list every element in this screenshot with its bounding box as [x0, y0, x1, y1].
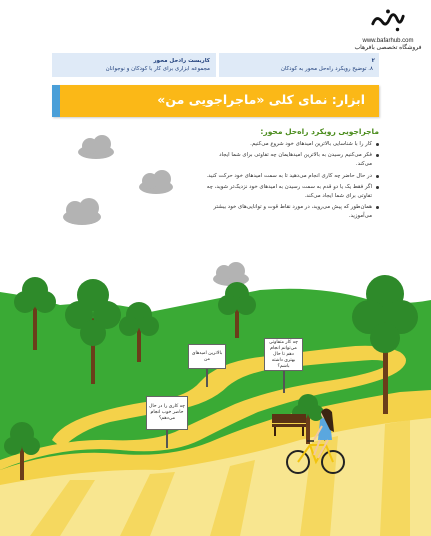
- chapter-subtitle: ۸. توضیح رویکرد راه‌حل محور به کودکان: [280, 66, 373, 72]
- list-item: کار را با شناسایی بالاترین امیدهای خود شروع می‌کنیم.: [206, 140, 380, 149]
- book-subtitle: مجموعه ابزاری برای کار با کودکان و نوجوانان: [105, 66, 210, 72]
- bafarhub-logo[interactable]: [352, 6, 424, 51]
- book-title: کاربست رادحل محور: [153, 58, 210, 64]
- list-item: در حال حاضر چه کاری انجام می‌دهید تا به سمت امیدهای خود حرکت کنید.: [206, 172, 380, 181]
- cloud-icon: [213, 262, 249, 286]
- header-chapter: [219, 53, 379, 77]
- header-book-title: [52, 53, 216, 77]
- section-title: ماجراجویی رویکرد راه‌حل محور:: [260, 127, 379, 136]
- cloud-icon: [63, 198, 101, 225]
- banner-accent-tab: [52, 85, 60, 117]
- list-item: همان‌طور که پیش می‌روید، در مورد نقاط قوت و توانایی‌های خود بیشتر می‌آموزید.: [206, 203, 380, 221]
- banner-title: ابزار: نمای کلی «ماجراجویی من»: [157, 92, 365, 107]
- sign-post: [166, 430, 168, 448]
- sign-different-things: چه کار متفاوتی می‌توانم انجام دهم تا حال بهتری داشته باشم؟: [264, 338, 303, 371]
- sign-doing-well: چه کاری را در حال حاضر خوب انجام می‌دهم؟: [146, 396, 188, 430]
- adventure-bullet-list: [206, 140, 380, 224]
- list-item: اگر فقط یک یا دو قدم به سمت رسیدن به امیدهای خود نزدیک‌تر شوید، چه تفاوتی برای شما ایجاد می‌کند.: [206, 183, 380, 201]
- list-item: فکر می‌کنیم رسیدن به بالاترین امیدهایمان چه تفاوتی برای شما ایجاد می‌کند.: [206, 151, 380, 169]
- cloud-icon: [139, 170, 173, 194]
- bafarhub-logo-icon: [369, 6, 407, 34]
- chapter-number: ۲: [371, 58, 375, 64]
- sign-post: [283, 371, 285, 393]
- logo-url: www.bafarhub.com: [362, 38, 414, 44]
- sign-post: [206, 369, 208, 387]
- cloud-icon: [78, 135, 114, 159]
- tool-banner: [52, 85, 379, 117]
- sign-highest-hopes: بالاترین امیدهای من: [188, 344, 226, 369]
- logo-caption: فروشگاه تخصصی بافرهاب: [354, 45, 422, 51]
